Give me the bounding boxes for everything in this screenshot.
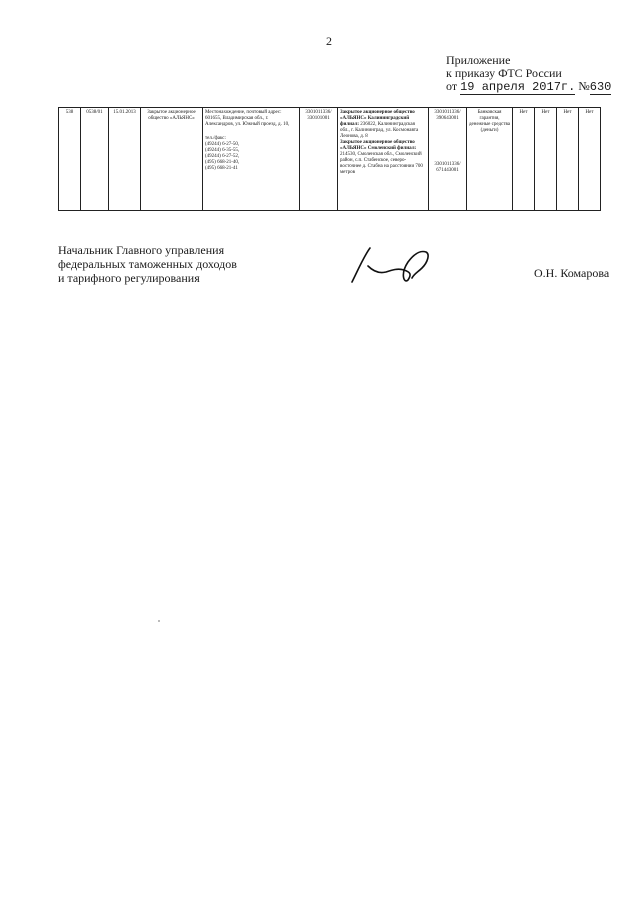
- phone-line: (495) 668-21-40,: [205, 160, 240, 165]
- signatory-title: [58, 243, 237, 285]
- signatory-title-line: федеральных таможенных доходов: [58, 257, 237, 271]
- cell-guarantee-method: Банковская гарантия, денежные средства (деньги): [467, 108, 513, 211]
- branch-smolensk-address: 214530, Смоленская обл., Смоленский район, с.п. Стабенское, северо-восточнее д. Стабна на расстоянии 700 метров: [340, 152, 423, 175]
- cell-number: 538: [59, 108, 81, 211]
- appendix-number: 630: [589, 80, 612, 94]
- cell-flag-4: Нет: [579, 108, 601, 211]
- appendix-from: от: [446, 79, 458, 93]
- page-number: 2: [326, 34, 332, 48]
- branch-kaliningrad-address: 236022, Калининградская обл., г. Калининград, ул. Космонавта Леонова, д. 8: [340, 122, 419, 139]
- appendix-date: 19 апреля 2017г.: [460, 80, 576, 94]
- appendix-order-ref: к приказу ФТС России: [446, 66, 562, 80]
- scan-speck: [158, 620, 160, 622]
- handwritten-signature: [348, 244, 438, 286]
- table-row: [59, 108, 601, 211]
- appendix-title: Приложение: [446, 53, 511, 67]
- cell-flag-3: Нет: [557, 108, 579, 211]
- appendix-header: [446, 54, 611, 95]
- signatory-title-line: и тарифного регулирования: [58, 271, 200, 285]
- cell-organization-name: Закрытое акционерное общество «АЛЬЯНС»: [141, 108, 203, 211]
- cell-flag-2: Нет: [535, 108, 557, 211]
- appendix-date-line: [446, 80, 611, 95]
- registry-table: [58, 107, 601, 211]
- cell-inn-kpp: 3301011336/ 330101001: [300, 108, 338, 211]
- phones-label: тел./факс:: [205, 136, 226, 141]
- branch-smolensk-inn: 3301011336/ 671443001: [434, 162, 461, 173]
- branch-smolensk-name: Закрытое акционерное общество «АЛЬЯНС» Смоленский филиал:: [340, 140, 417, 151]
- phone-line: (495) 668-21-41: [205, 166, 238, 171]
- address-text: Местонахождение, почтовый адрес: 601655, Владимирская обл., г. Александров, ул. Южный проезд, д. 10,: [205, 110, 290, 127]
- phone-line: (49244) 6-35-55,: [205, 148, 240, 153]
- cell-inclusion-date: 15.01.2013: [109, 108, 141, 211]
- cell-flag-1: Нет: [513, 108, 535, 211]
- signer-name: О.Н. Комарова: [534, 266, 610, 280]
- cell-branches: [338, 108, 429, 211]
- appendix-number-sign: №: [578, 79, 590, 93]
- branch-kaliningrad-name: Закрытое акционерное общество «АЛЬЯНС» Калининградский филиал:: [340, 110, 415, 127]
- cell-branch-inn-kpp: [429, 108, 467, 211]
- cell-registration-number: 0538/01: [81, 108, 109, 211]
- cell-address: [203, 108, 300, 211]
- branch-kaliningrad-inn: 3301011336/ 390643001: [434, 110, 461, 121]
- phone-line: (49244) 6-27-52,: [205, 154, 240, 159]
- signatory-title-line: Начальник Главного управления: [58, 243, 225, 257]
- phone-line: (49244) 6-27-50,: [205, 142, 240, 147]
